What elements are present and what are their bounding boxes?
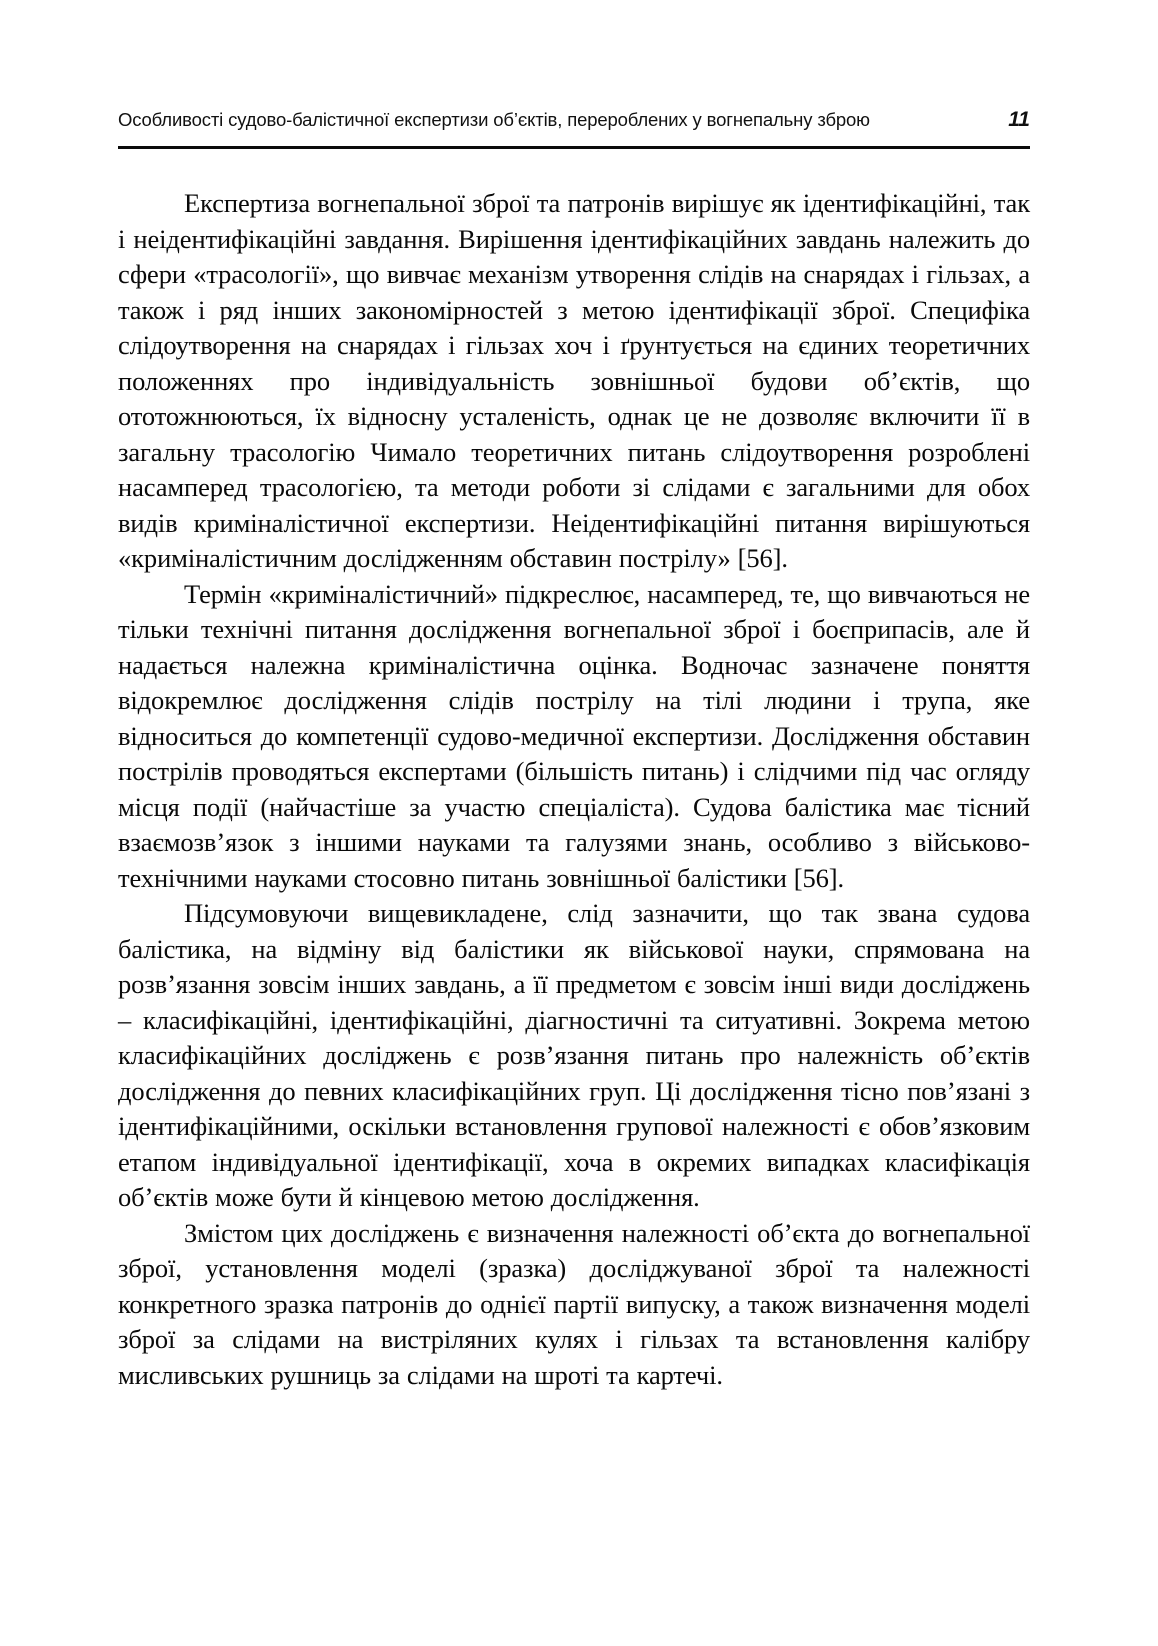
body-text-column xyxy=(118,186,1030,1393)
header-divider xyxy=(118,146,1030,149)
paragraph: Підсумовуючи вищевикладене, слід зазначити, що так звана судова балістика, на відміну від балістики як військової науки, спрямована на розв’язання зовсім інших завдань, а її предметом є зовсім інші види досліджень – класифікаційні, ідентифікаційні, діагностичні та ситуативні. Зокрема метою класифікаційних досліджень є розв’язання питань про належність об’єктів дослідження до певних класифікаційних груп. Ці дослідження тісно пов’язані з ідентифікаційними, оскільки встановлення групової належності є обов’язковим етапом індивідуальної ідентифікації, хоча в окремих випадках класифікація об’єктів може бути й кінцевою метою дослідження. xyxy=(118,898,1030,1212)
paragraph: Експертиза вогнепальної зброї та патронів вирішує як ідентифікаційні, так і неідентифікаційні завдання. Вирішення ідентифікаційних завдань належить до сфери «трасології», що вивчає механізм утворення слідів на снарядах і гільзах, а також і ряд інших закономірностей з метою ідентифікації зброї. Специфіка слідоутворення на снарядах і гільзах хоч і ґрунтується на єдиних теоретичних положеннях про індивідуальність зовнішньої будови об’єктів, що ототожнюються, їх відносну усталеність, однак це не дозволяє включити її в загальну трасологію Чимало теоретичних питань слідоутворення розроблені насамперед трасологією, та методи роботи зі слідами є загальними для обох видів криміналістичної експертизи. Неідентифікаційні питання вирішуються «криміналістичним дослідженням обставин пострілу» [56]. xyxy=(118,188,1030,573)
paragraph: Змістом цих досліджень є визначення належності об’єкта до вогнепальної зброї, установлення моделі (зразка) досліджуваної зброї та належності конкретного зразка патронів до однієї партії випуску, а також визначення моделі зброї за слідами на вистріляних кулях і гільзах та встановлення калібру мисливських рушниць за слідами на шроті та картечі. xyxy=(118,1217,1030,1390)
running-head-title: Особливості судово-балістичної експертизи об’єктів, перероблених у вогнепальну зброю xyxy=(118,109,870,130)
page-running-head xyxy=(118,108,1030,132)
page-number: 11 xyxy=(1008,108,1030,131)
paragraph: Термін «криміналістичний» підкреслює, насамперед, те, що вивчаються не тільки технічні питання дослідження вогнепальної зброї і боєприпасів, але й надається належна криміналістична оцінка. Водночас зазначене поняття відокремлює дослідження слідів пострілу на тілі людини і трупа, яке відноситься до компетенції судово-медичної експертизи. Дослідження обставин пострілів проводяться експертами (більшість питань) і слідчими під час огляду місця події (найчастіше за участю спеціаліста). Судова балістика має тісний взаємозв’язок з іншими науками та галузями знань, особливо з військово-технічними науками стосовно питань зовнішньої балістики [56]. xyxy=(118,578,1030,893)
